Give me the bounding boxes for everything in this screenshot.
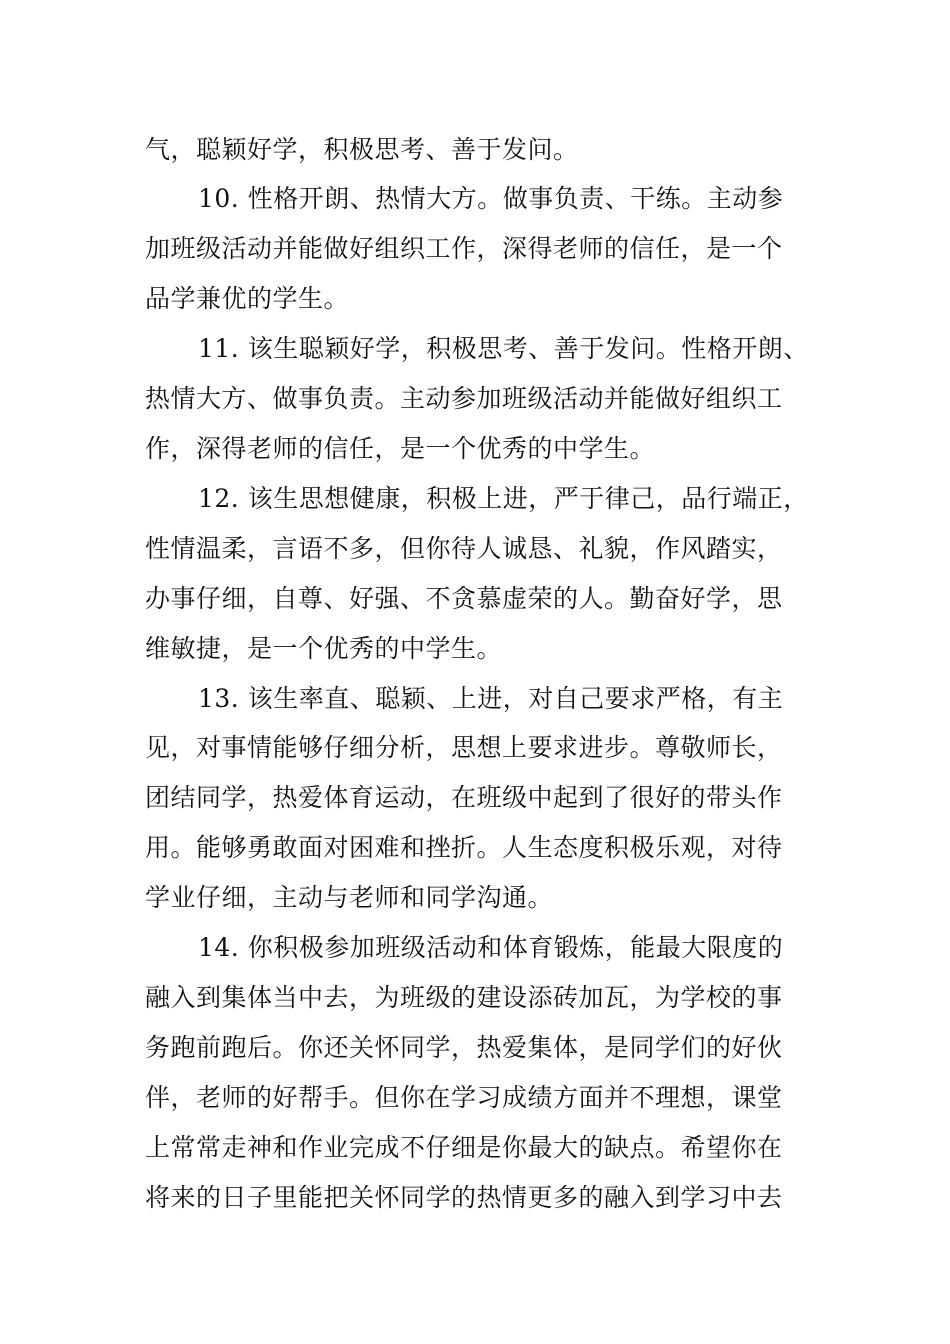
text-line: 13. 该生率直、聪颖、上进，对自己要求严格，有主: [198, 684, 784, 713]
text-line: 品学兼优的学生。: [145, 284, 350, 313]
text-line: 热情大方、做事负责。主动参加班级活动并能做好组织工: [145, 384, 783, 413]
text-line: 维敏捷，是一个优秀的中学生。: [145, 634, 503, 663]
text-line: 将来的日子里能把关怀同学的热情更多的融入到学习中去: [145, 1183, 783, 1212]
text-line: 务跑前跑后。你还关怀同学，热爱集体，是同学们的好伙: [145, 1033, 783, 1062]
text-line: 加班级活动并能做好组织工作，深得老师的信任，是一个: [145, 234, 783, 263]
text-line: 见，对事情能够仔细分析，思想上要求进步。尊敬师长，: [145, 733, 783, 762]
text-line: 气，聪颖好学，积极思考、善于发问。: [145, 135, 579, 164]
text-line: 12. 该生思想健康，积极上进，严于律己，品行端正，: [198, 484, 809, 513]
text-line: 上常常走神和作业完成不仔细是你最大的缺点。希望你在: [145, 1133, 783, 1162]
text-line: 性情温柔，言语不多，但你待人诚恳、礼貌，作风踏实，: [145, 534, 783, 563]
text-line: 伴，老师的好帮手。但你在学习成绩方面并不理想，课堂: [145, 1083, 783, 1112]
text-line: 团结同学，热爱体育运动，在班级中起到了很好的带头作: [145, 783, 783, 812]
text-line: 11. 该生聪颖好学，积极思考、善于发问。性格开朗、: [198, 334, 809, 363]
text-line: 14. 你积极参加班级活动和体育锻炼，能最大限度的: [198, 933, 784, 962]
text-line: 用。能够勇敢面对困难和挫折。人生态度积极乐观，对待: [145, 833, 783, 862]
text-line: 融入到集体当中去，为班级的建设添砖加瓦，为学校的事: [145, 983, 783, 1012]
text-line: 作，深得老师的信任，是一个优秀的中学生。: [145, 434, 656, 463]
text-line: 办事仔细，自尊、好强、不贪慕虚荣的人。勤奋好学，思: [145, 584, 783, 613]
text-line: 学业仔细，主动与老师和同学沟通。: [145, 883, 554, 912]
text-line: 10. 性格开朗、热情大方。做事负责、干练。主动参: [198, 184, 784, 213]
